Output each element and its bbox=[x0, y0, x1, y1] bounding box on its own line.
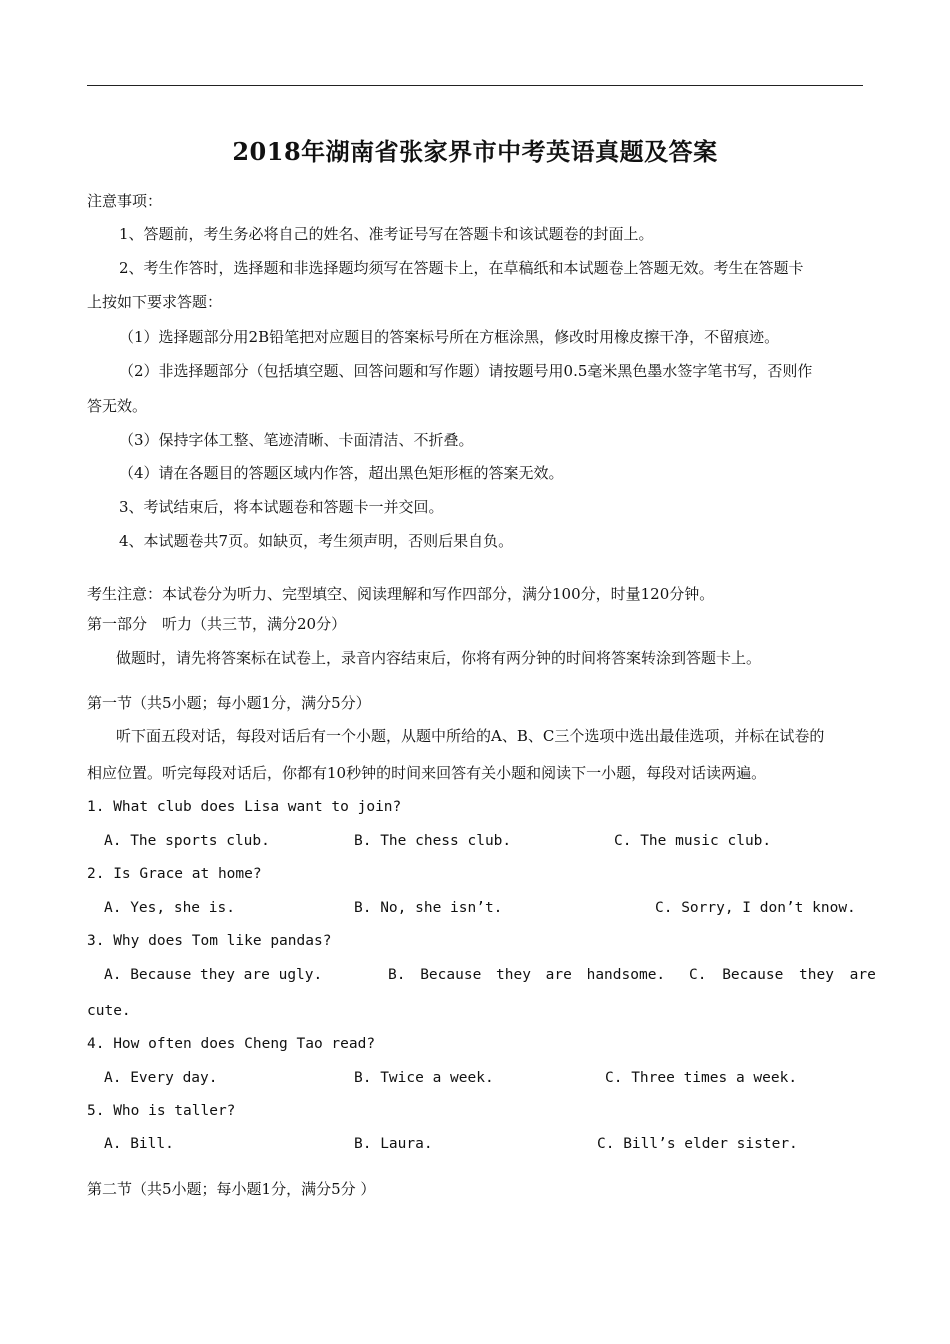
header-rule bbox=[87, 85, 863, 86]
notice-item-2a: 2、考生作答时，选择题和非选择题均须写在答题卡上，在草稿纸和本试题卷上答题无效。考生在答题卡 bbox=[119, 259, 804, 277]
q1-option-b: B. The chess club. bbox=[354, 833, 512, 849]
notice-sub-2a: （2）非选择题部分（包括填空题、回答问题和写作题）请按题号用0.5毫米黑色墨水签字笔书写，否则作 bbox=[119, 362, 813, 380]
q3-option-b: B. Because they are handsome. bbox=[388, 967, 666, 983]
notice-sub-4: （4）请在各题目的答题区域内作答，超出黑色矩形框的答案无效。 bbox=[119, 464, 564, 482]
notice-item-3: 3、考试结束后，将本试题卷和答题卡一并交回。 bbox=[119, 498, 444, 516]
section1-instruction-a: 听下面五段对话，每段对话后有一个小题，从题中所给的A、B、C三个选项中选出最佳选项，并标在试卷的 bbox=[116, 727, 825, 745]
section1-instruction-b: 相应位置。听完每段对话后，你都有10秒钟的时间来回答有关小题和阅读下一小题，每段对话读两遍。 bbox=[87, 764, 767, 782]
q2-option-c: C. Sorry, I don’t know. bbox=[655, 900, 856, 916]
notice-sub-3: （3）保持字体工整、笔迹清晰、卡面清洁、不折叠。 bbox=[119, 431, 474, 449]
q4-option-b: B. Twice a week. bbox=[354, 1070, 494, 1086]
part1-heading: 第一部分 听力（共三节，满分20分） bbox=[87, 615, 347, 633]
q1-option-c: C. The music club. bbox=[614, 833, 772, 849]
notice-item-2b: 上按如下要求答题： bbox=[87, 293, 223, 311]
notice-sub-1: （1）选择题部分用2B铅笔把对应题目的答案标号所在方框涂黑，修改时用橡皮擦干净，不留痕迹。 bbox=[119, 328, 780, 346]
q2-option-a: A. Yes, she is. bbox=[104, 900, 235, 916]
q5-option-c: C. Bill’s elder sister. bbox=[597, 1136, 798, 1152]
section1-heading: 第一节（共5小题；每小题1分，满分5分） bbox=[87, 694, 371, 712]
q3-option-c: C. Because they are bbox=[689, 967, 876, 983]
q2-option-b: B. No, she isn’t. bbox=[354, 900, 503, 916]
q4-option-a: A. Every day. bbox=[104, 1070, 218, 1086]
exam-note: 考生注意：本试卷分为听力、完型填空、阅读理解和写作四部分，满分100分，时量120分钟。 bbox=[87, 585, 715, 603]
q5-option-a: A. Bill. bbox=[104, 1136, 174, 1152]
notice-sub-2b: 答无效。 bbox=[87, 397, 148, 415]
q3-option-a: A. Because they are ugly. bbox=[104, 967, 323, 983]
q1-option-a: A. The sports club. bbox=[104, 833, 270, 849]
q3-option-c-continued: cute. bbox=[87, 1003, 131, 1019]
q5-option-b: B. Laura. bbox=[354, 1136, 433, 1152]
notice-item-4: 4、本试题卷共7页。如缺页，考生须声明，否则后果自负。 bbox=[119, 532, 514, 550]
question-2: 2. Is Grace at home? bbox=[87, 866, 262, 882]
notice-heading: 注意事项： bbox=[87, 192, 163, 210]
part1-instruction: 做题时，请先将答案标在试卷上，录音内容结束后，你将有两分钟的时间将答案转涂到答题卡上。 bbox=[116, 649, 762, 667]
question-1: 1. What club does Lisa want to join? bbox=[87, 799, 402, 815]
q4-option-c: C. Three times a week. bbox=[605, 1070, 798, 1086]
question-5: 5. Who is taller? bbox=[87, 1103, 236, 1119]
page-title: 2018年湖南省张家界市中考英语真题及答案 bbox=[232, 137, 718, 166]
question-4: 4. How often does Cheng Tao read? bbox=[87, 1036, 376, 1052]
section2-heading: 第二节（共5小题；每小题1分，满分5分 ） bbox=[87, 1180, 376, 1198]
notice-item-1: 1、答题前，考生务必将自己的姓名、准考证号写在答题卡和该试题卷的封面上。 bbox=[119, 225, 654, 243]
question-3: 3. Why does Tom like pandas? bbox=[87, 933, 332, 949]
